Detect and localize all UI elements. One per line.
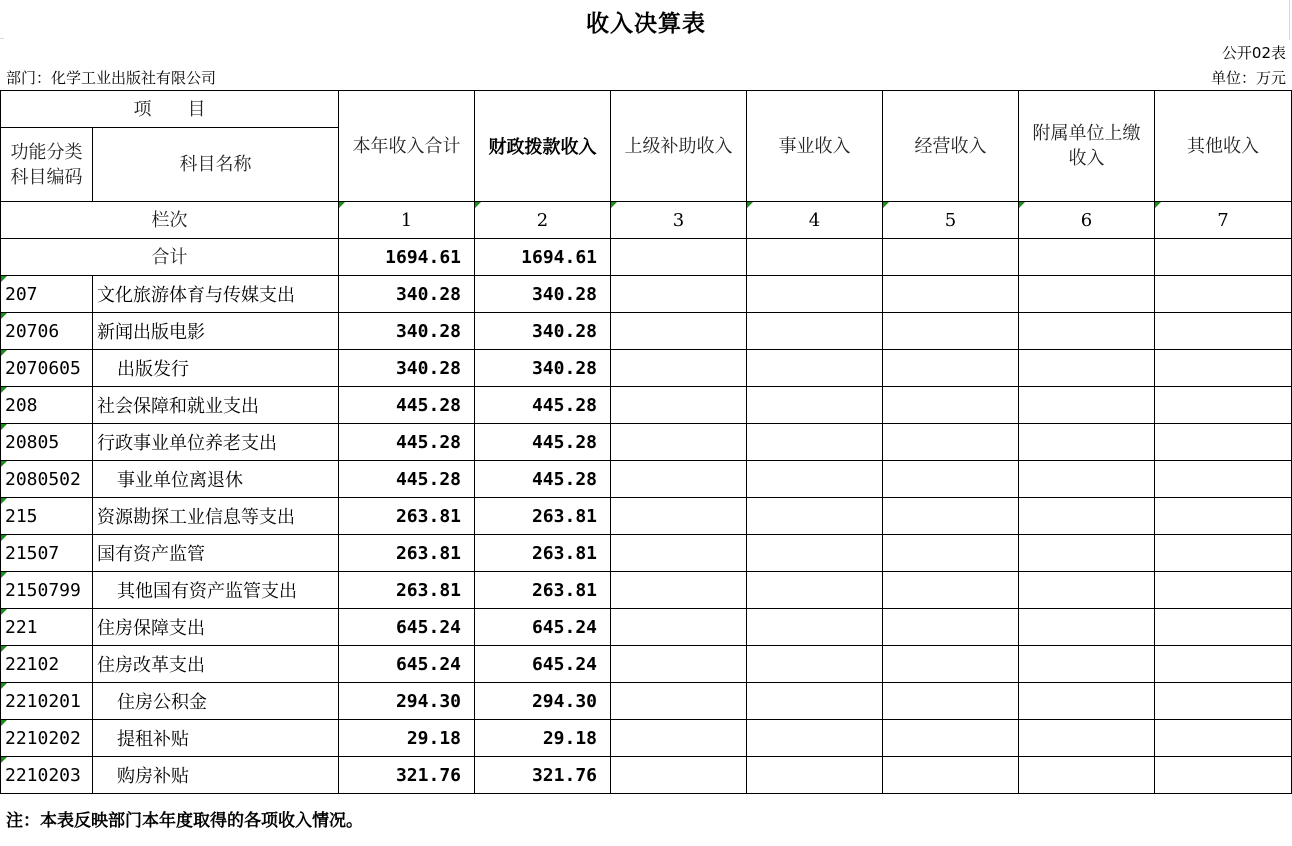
- col-header-superior-subsidy: 上级补助收入: [611, 91, 747, 202]
- row-value: [1019, 609, 1155, 646]
- row-value: [1155, 313, 1292, 350]
- row-value: [1019, 498, 1155, 535]
- row-value: [747, 535, 883, 572]
- col-header-affiliate: 附属单位上缴收入: [1019, 91, 1155, 202]
- row-value: 340.28: [475, 350, 611, 387]
- row-code: 22102: [1, 646, 93, 683]
- row-value: [611, 609, 747, 646]
- row-value: [883, 683, 1019, 720]
- row-value: [1019, 276, 1155, 313]
- row-value: [1019, 424, 1155, 461]
- row-value: [883, 276, 1019, 313]
- row-value: [611, 498, 747, 535]
- row-value: [1155, 387, 1292, 424]
- index-label: 栏次: [1, 202, 339, 239]
- row-value: 263.81: [475, 535, 611, 572]
- index-cell: 7: [1155, 202, 1292, 239]
- total-value: [611, 239, 747, 276]
- row-value: [611, 387, 747, 424]
- index-cell: 3: [611, 202, 747, 239]
- row-value: [883, 757, 1019, 794]
- row-value: [747, 757, 883, 794]
- row-code: 2150799: [1, 572, 93, 609]
- row-code: 20706: [1, 313, 93, 350]
- table-row: [1, 461, 1292, 498]
- form-number: 公开02表: [1221, 44, 1286, 62]
- row-value: [747, 572, 883, 609]
- row-value: [1155, 609, 1292, 646]
- row-value: [611, 720, 747, 757]
- total-value: 1694.61: [339, 239, 475, 276]
- row-value: [611, 646, 747, 683]
- table-row: [1, 498, 1292, 535]
- row-value: [747, 646, 883, 683]
- row-code: 2210201: [1, 683, 93, 720]
- table-row: [1, 646, 1292, 683]
- income-table: [0, 90, 1292, 794]
- row-value: [1019, 646, 1155, 683]
- row-value: 321.76: [475, 757, 611, 794]
- row-code: 2080502: [1, 461, 93, 498]
- row-name: 事业单位离退休: [93, 461, 339, 498]
- table-row: [1, 757, 1292, 794]
- row-value: 263.81: [339, 535, 475, 572]
- index-cell: 4: [747, 202, 883, 239]
- row-value: [747, 498, 883, 535]
- unit-label: 单位：万元: [1210, 69, 1286, 87]
- row-name: 出版发行: [93, 350, 339, 387]
- row-value: [1019, 572, 1155, 609]
- row-code: 2210202: [1, 720, 93, 757]
- code-header: 功能分类科目编码: [1, 128, 93, 202]
- row-value: [1019, 313, 1155, 350]
- row-value: 445.28: [475, 461, 611, 498]
- table-row: [1, 276, 1292, 313]
- row-value: [1155, 276, 1292, 313]
- row-value: [883, 350, 1019, 387]
- row-value: [747, 720, 883, 757]
- row-value: [883, 609, 1019, 646]
- row-code: 20805: [1, 424, 93, 461]
- row-name: 其他国有资产监管支出: [93, 572, 339, 609]
- row-value: [1155, 757, 1292, 794]
- footnote: 注：本表反映部门本年度取得的各项收入情况。: [6, 811, 363, 831]
- row-value: [747, 313, 883, 350]
- total-value: [883, 239, 1019, 276]
- row-value: 294.30: [475, 683, 611, 720]
- row-code: 21507: [1, 535, 93, 572]
- row-value: [747, 461, 883, 498]
- header-row-1: [1, 91, 1292, 128]
- index-cell: 6: [1019, 202, 1155, 239]
- row-value: [1155, 461, 1292, 498]
- row-value: [1155, 646, 1292, 683]
- row-value: 340.28: [475, 276, 611, 313]
- row-value: 445.28: [475, 424, 611, 461]
- row-value: [747, 683, 883, 720]
- row-value: 321.76: [339, 757, 475, 794]
- row-value: [611, 683, 747, 720]
- row-value: 263.81: [475, 498, 611, 535]
- row-value: 340.28: [339, 313, 475, 350]
- row-value: [611, 313, 747, 350]
- table-row: [1, 350, 1292, 387]
- row-name: 购房补贴: [93, 757, 339, 794]
- total-label: 合计: [1, 239, 339, 276]
- row-value: 645.24: [475, 609, 611, 646]
- row-value: [1019, 350, 1155, 387]
- row-name: 住房公积金: [93, 683, 339, 720]
- row-value: [747, 609, 883, 646]
- row-code: 207: [1, 276, 93, 313]
- index-row: [1, 202, 1292, 239]
- row-value: 340.28: [339, 276, 475, 313]
- row-value: [1155, 424, 1292, 461]
- total-value: [747, 239, 883, 276]
- row-value: [1155, 350, 1292, 387]
- row-value: [1019, 683, 1155, 720]
- total-value: [1155, 239, 1292, 276]
- row-value: 445.28: [339, 387, 475, 424]
- row-code: 215: [1, 498, 93, 535]
- row-value: 263.81: [475, 572, 611, 609]
- row-name: 提租补贴: [93, 720, 339, 757]
- row-name: 行政事业单位养老支出: [93, 424, 339, 461]
- table-row: [1, 424, 1292, 461]
- row-value: [611, 424, 747, 461]
- row-code: 2070605: [1, 350, 93, 387]
- row-name: 资源勘探工业信息等支出: [93, 498, 339, 535]
- col-header-operating: 经营收入: [883, 91, 1019, 202]
- index-cell: 5: [883, 202, 1019, 239]
- row-name: 文化旅游体育与传媒支出: [93, 276, 339, 313]
- row-value: 29.18: [475, 720, 611, 757]
- index-cell: 2: [475, 202, 611, 239]
- table-row: [1, 720, 1292, 757]
- row-code: 2210203: [1, 757, 93, 794]
- table-row: [1, 387, 1292, 424]
- row-value: [747, 424, 883, 461]
- row-value: 645.24: [339, 609, 475, 646]
- total-row: [1, 239, 1292, 276]
- col-header-other: 其他收入: [1155, 91, 1292, 202]
- row-code: 221: [1, 609, 93, 646]
- table-row: [1, 572, 1292, 609]
- row-value: [1019, 720, 1155, 757]
- row-value: [1155, 683, 1292, 720]
- row-value: 445.28: [339, 424, 475, 461]
- col-header-total: 本年收入合计: [339, 91, 475, 202]
- row-code: 208: [1, 387, 93, 424]
- page-title: 收入决算表: [586, 10, 706, 37]
- row-value: 29.18: [339, 720, 475, 757]
- row-value: [883, 572, 1019, 609]
- row-value: [611, 461, 747, 498]
- row-value: [1155, 535, 1292, 572]
- row-value: [1155, 720, 1292, 757]
- index-cell: 1: [339, 202, 475, 239]
- table-row: [1, 313, 1292, 350]
- row-name: 住房保障支出: [93, 609, 339, 646]
- row-value: 340.28: [475, 313, 611, 350]
- row-value: [611, 276, 747, 313]
- row-value: [883, 535, 1019, 572]
- row-name: 国有资产监管: [93, 535, 339, 572]
- table-row: [1, 683, 1292, 720]
- row-value: 645.24: [475, 646, 611, 683]
- col-header-business: 事业收入: [747, 91, 883, 202]
- row-value: [1019, 535, 1155, 572]
- row-value: [883, 387, 1019, 424]
- row-value: [1019, 461, 1155, 498]
- row-name: 社会保障和就业支出: [93, 387, 339, 424]
- row-value: [611, 572, 747, 609]
- row-value: [747, 350, 883, 387]
- row-value: [1019, 387, 1155, 424]
- row-value: 445.28: [339, 461, 475, 498]
- row-value: 445.28: [475, 387, 611, 424]
- row-name: 住房改革支出: [93, 646, 339, 683]
- row-value: [611, 757, 747, 794]
- table-row: [1, 609, 1292, 646]
- item-group-header: 项 目: [1, 91, 339, 128]
- row-value: [883, 313, 1019, 350]
- row-value: [883, 646, 1019, 683]
- row-value: 263.81: [339, 572, 475, 609]
- row-value: 340.28: [339, 350, 475, 387]
- row-value: [611, 350, 747, 387]
- row-name: 新闻出版电影: [93, 313, 339, 350]
- col-header-fiscal: 财政拨款收入: [475, 91, 611, 202]
- department-label: 部门：化学工业出版社有限公司: [6, 69, 217, 87]
- total-value: [1019, 239, 1155, 276]
- row-value: [883, 720, 1019, 757]
- row-value: [747, 387, 883, 424]
- name-header: 科目名称: [93, 128, 339, 202]
- row-value: [883, 461, 1019, 498]
- row-value: [1019, 757, 1155, 794]
- row-value: [747, 276, 883, 313]
- row-value: 263.81: [339, 498, 475, 535]
- row-value: 294.30: [339, 683, 475, 720]
- row-value: [611, 535, 747, 572]
- table-row: [1, 535, 1292, 572]
- row-value: 645.24: [339, 646, 475, 683]
- total-value: 1694.61: [475, 239, 611, 276]
- row-value: [1155, 498, 1292, 535]
- row-value: [883, 498, 1019, 535]
- row-value: [1155, 572, 1292, 609]
- row-value: [883, 424, 1019, 461]
